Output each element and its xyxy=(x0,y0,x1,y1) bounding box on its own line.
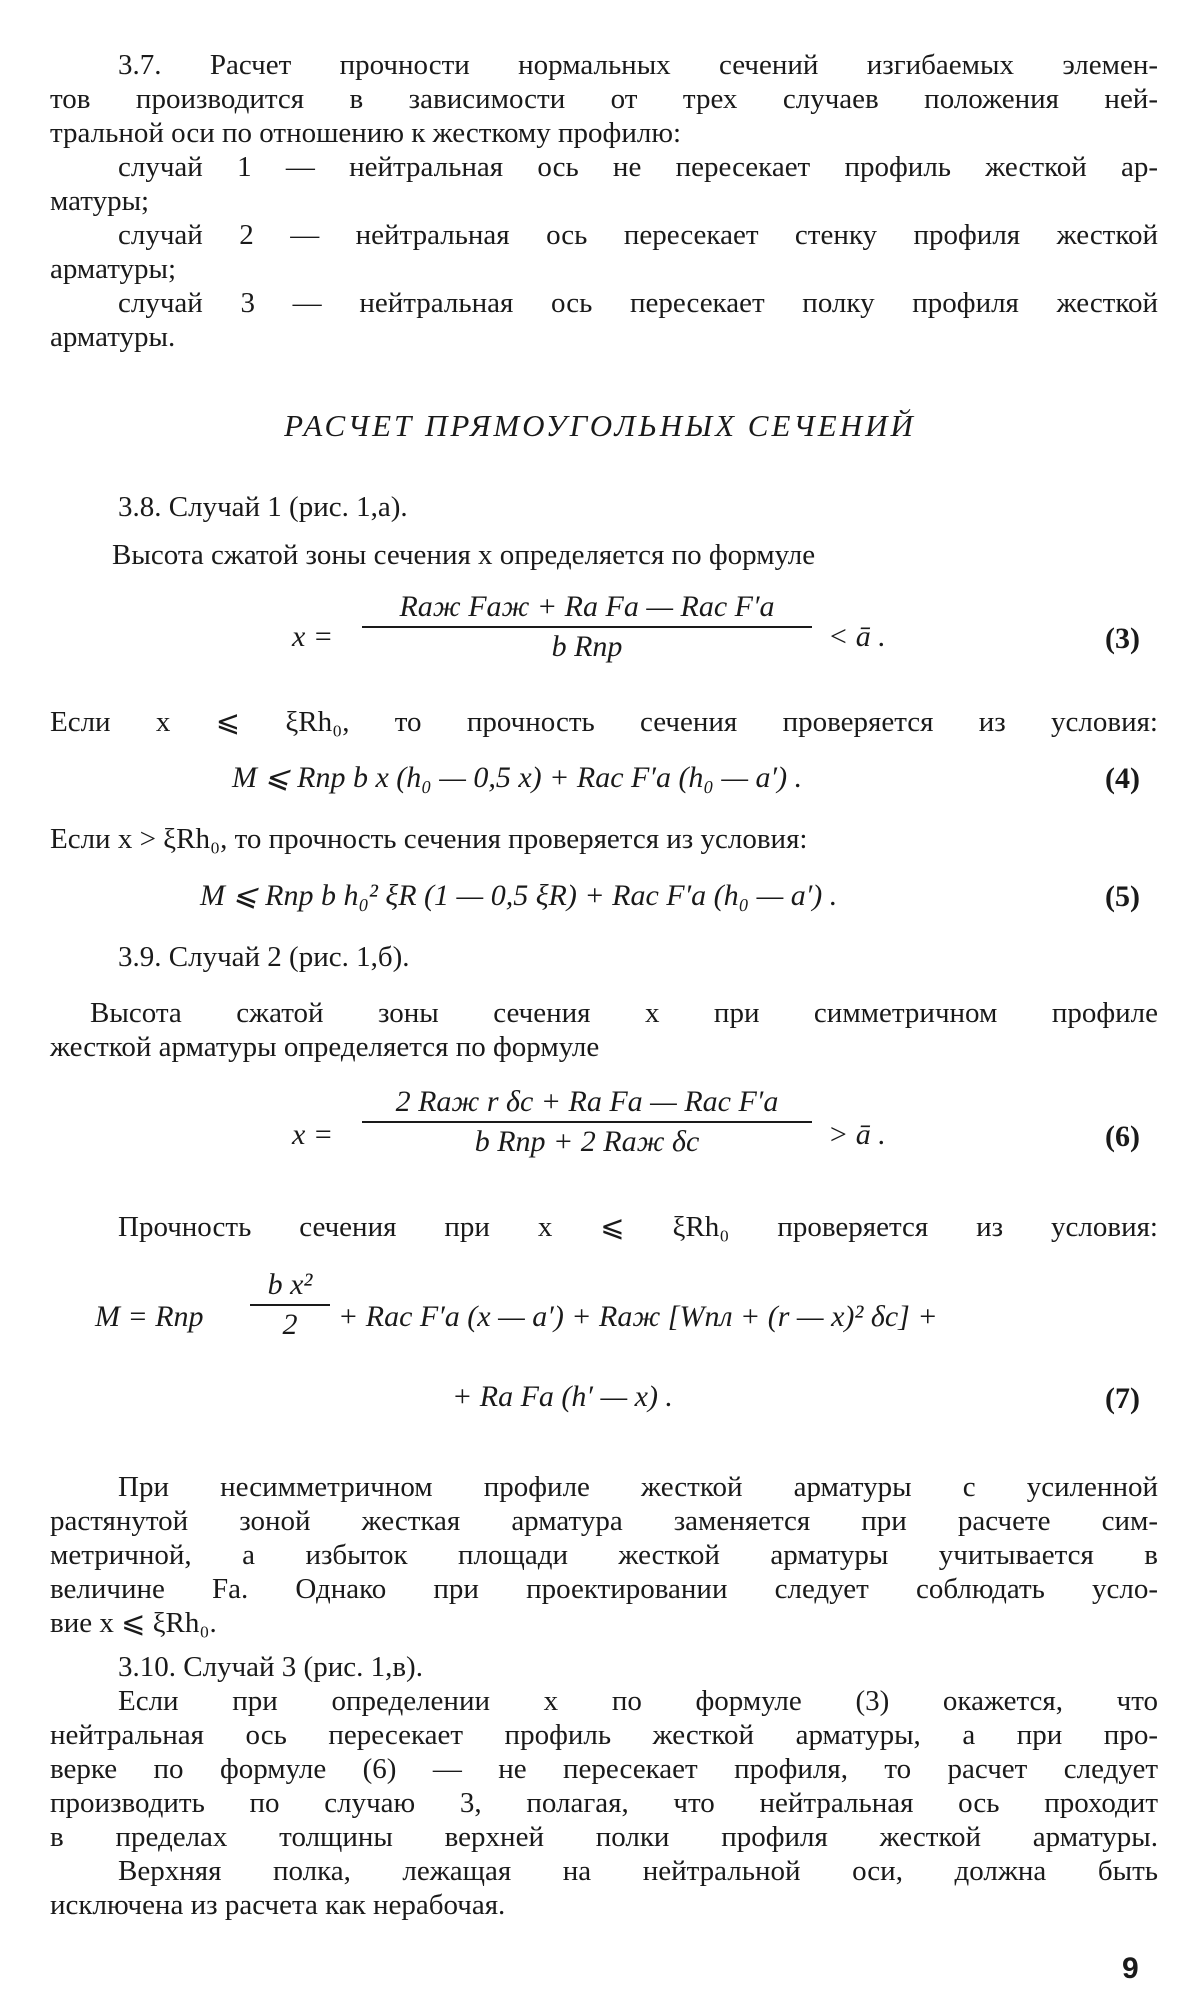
eq4: M ⩽ Rпр b x (h₀ — 0,5 x) + Rас F′а (h₀ — a′) . xyxy=(232,761,803,794)
eq6-label: (6) xyxy=(1105,1120,1140,1153)
p37-case2-cont: арматуры; xyxy=(50,253,177,285)
eq7-line2: + Rа Fа (h′ — x) . xyxy=(452,1380,673,1413)
p37-line-1: 3.7. Расчет прочности нормальных сечений изгибаемых элемен- xyxy=(118,49,1158,81)
eq6-rhs: > ā . xyxy=(828,1118,886,1151)
p37-case1-cont: матуры; xyxy=(50,185,150,217)
p38-title: 3.8. Случай 1 (рис. 1,а). xyxy=(118,491,408,523)
p38-intro: Высота сжатой зоны сечения x определяется по формуле xyxy=(112,539,816,571)
eq7-fraction xyxy=(250,1268,330,1342)
eq7-fraction-bar xyxy=(250,1304,330,1306)
p310-line-6: Верхняя полка, лежащая на нейтральной оси, должна быть xyxy=(118,1855,1158,1887)
p37-line-3: тральной оси по отношению к жесткому профилю: xyxy=(50,117,682,149)
p37-line-2: тов производится в зависимости от трех случаев положения ней- xyxy=(50,83,1158,115)
p-asym-5: вие x ⩽ ξRh₀. xyxy=(50,1607,217,1639)
strength-condition: Прочность сечения при x ⩽ ξRh₀ проверяется из условия: xyxy=(118,1211,1158,1243)
p37-case3: случай 3 — нейтральная ось пересекает полку профиля жесткой xyxy=(118,287,1158,319)
section-heading: РАСЧЕТ ПРЯМОУГОЛЬНЫХ СЕЧЕНИЙ xyxy=(284,408,916,443)
p-asym-1: При несимметричном профиле жесткой арматуры с усиленной xyxy=(118,1471,1158,1503)
p310-line-7: исключена из расчета как нерабочая. xyxy=(50,1889,506,1921)
p39-intro-1: Высота сжатой зоны сечения x при симметричном профиле xyxy=(90,997,1158,1029)
p37-case2: случай 2 — нейтральная ось пересекает стенку профиля жесткой xyxy=(118,219,1158,251)
p37-case3-cont: арматуры. xyxy=(50,321,176,353)
eq6-fraction xyxy=(362,1085,812,1159)
p310-line-2: нейтральная ось пересекает профиль жесткой арматуры, а при про- xyxy=(50,1719,1158,1751)
p-asym-2: растянутой зоной жесткая арматура заменяется при расчете сим- xyxy=(50,1505,1158,1537)
eq7-label: (7) xyxy=(1105,1382,1140,1415)
eq5: M ⩽ Rпр b h₀² ξR (1 — 0,5 ξR) + Rас F′а (h₀ — a′) . xyxy=(200,879,838,912)
p-asym-4: величине Fа. Однако при проектировании следует соблюдать усло- xyxy=(50,1573,1158,1605)
eq3-fraction-bar xyxy=(362,626,812,628)
eq6-lhs: x = xyxy=(292,1118,334,1151)
eq6-fraction-bar xyxy=(362,1121,812,1123)
p310-line-3: верке по формуле (6) — не пересекает профиля, то расчет следует xyxy=(50,1753,1158,1785)
eq7-lhs: M = Rпр xyxy=(95,1300,204,1333)
eq5-label: (5) xyxy=(1105,880,1140,913)
if-condition-2: Если x > ξRh₀, то прочность сечения проверяется из условия: xyxy=(50,823,808,855)
p39-title: 3.9. Случай 2 (рис. 1,б). xyxy=(118,941,410,973)
eq4-label: (4) xyxy=(1105,762,1140,795)
p310-line-1: Если при определении x по формуле (3) окажется, что xyxy=(118,1685,1158,1717)
eq7-numerator: b x² xyxy=(267,1268,313,1301)
p39-intro-2: жесткой арматуры определяется по формуле xyxy=(50,1031,600,1063)
page-number: 9 xyxy=(1122,1952,1139,1985)
p310-line-5: в пределах толщины верхней полки профиля жесткой арматуры. xyxy=(50,1821,1158,1853)
eq6-numerator: 2 Rаж r δс + Rа Fа — Rас F′а xyxy=(395,1085,779,1118)
if-condition-1: Если x ⩽ ξRh₀, то прочность сечения проверяется из условия: xyxy=(50,706,1158,738)
eq6-denominator: b Rпр + 2 Rаж δс xyxy=(474,1125,700,1158)
eq7-rest: + Rас F′а (x — a′) + Rаж [Wпл + (r — x)² δс] + xyxy=(338,1300,938,1333)
p37-case1: случай 1 — нейтральная ось не пересекает профиль жесткой ар- xyxy=(118,151,1158,183)
eq3-numerator: Rаж Fаж + Rа Fа — Rас F′а xyxy=(399,590,775,623)
eq3-rhs: < ā . xyxy=(828,620,886,653)
eq3-fraction xyxy=(362,590,812,664)
p310-line-4: производить по случаю 3, полагая, что нейтральная ось проходит xyxy=(50,1787,1158,1819)
eq3-lhs: x = xyxy=(292,620,334,653)
eq7-denominator: 2 xyxy=(282,1308,298,1341)
eq3-label: (3) xyxy=(1105,622,1140,655)
p310-title: 3.10. Случай 3 (рис. 1,в). xyxy=(118,1651,423,1683)
p-asym-3: метричной, а избыток площади жесткой арматуры учитывается в xyxy=(50,1539,1158,1571)
eq3-denominator: b Rпр xyxy=(551,630,623,663)
